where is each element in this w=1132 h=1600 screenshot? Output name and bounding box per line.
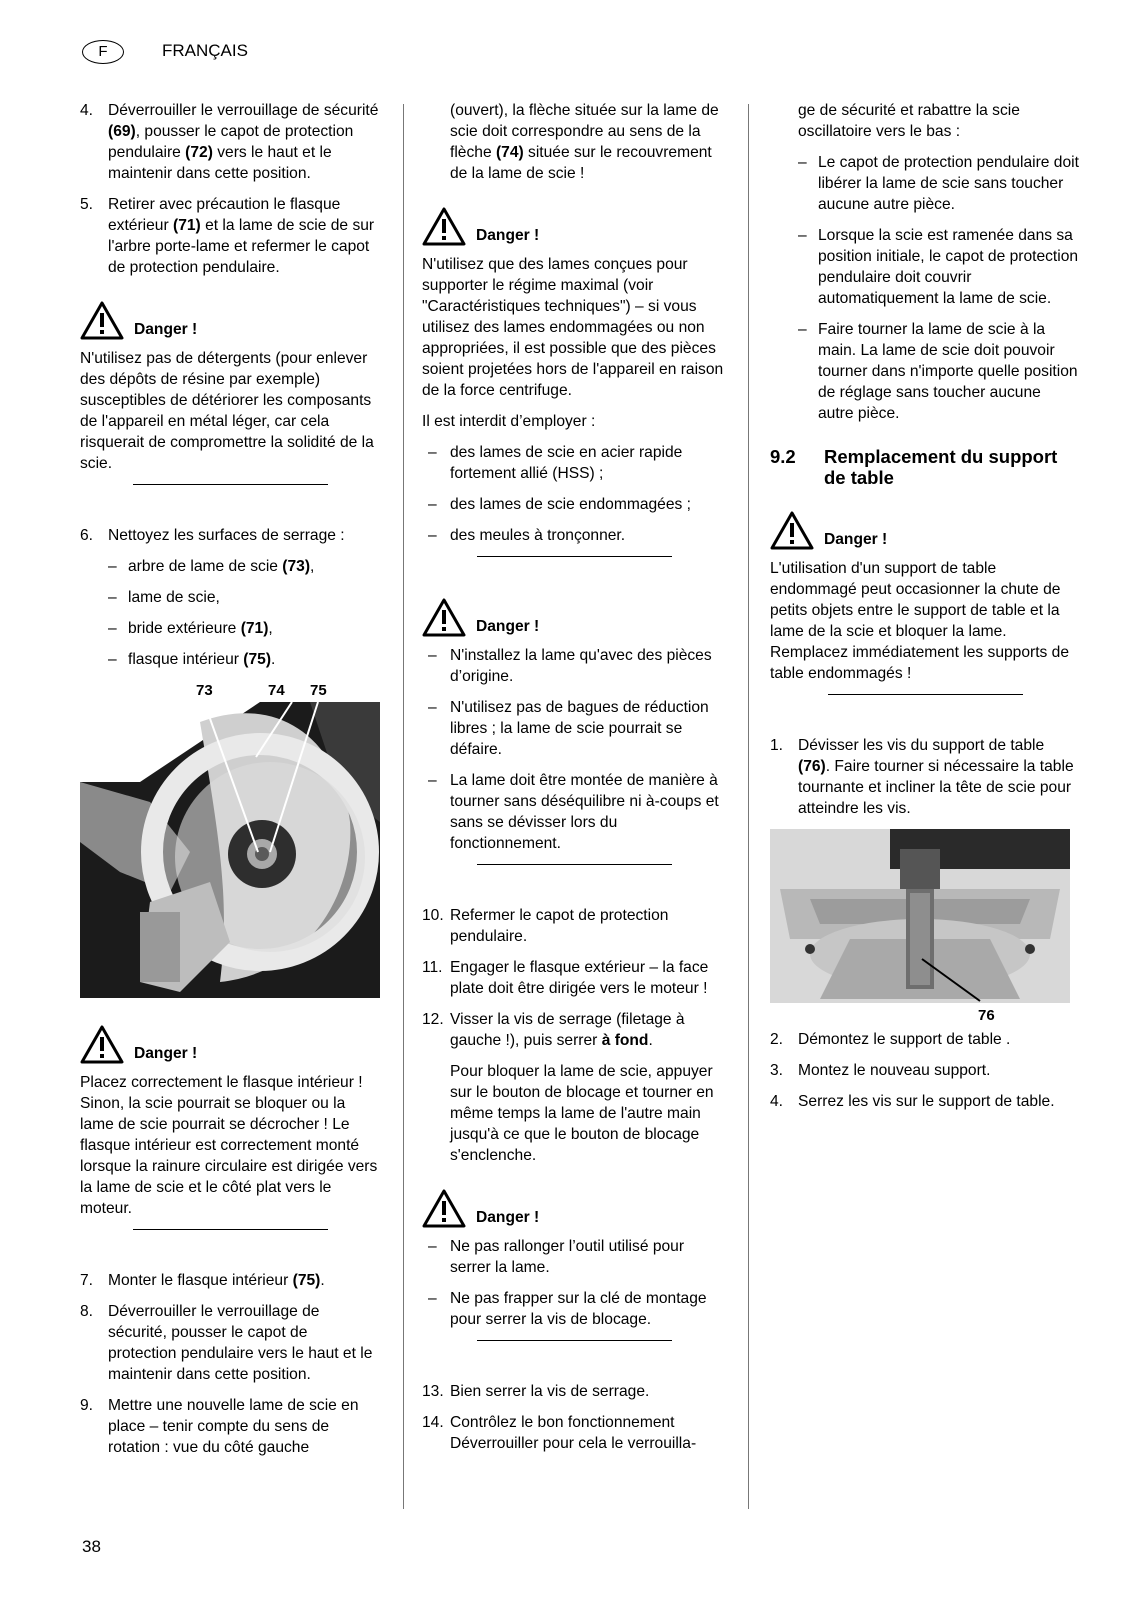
list-item: – flasque intérieur (75). xyxy=(108,651,276,668)
step-3: 3. Montez le nouveau support. xyxy=(770,1062,991,1079)
step-6: 6. Nettoyez les surfaces de serrage : xyxy=(80,527,345,544)
list-item: – La lame doit être montée de manière à tourner sans déséquilibre ni à-coups et sans se dévisser lors du fonctionnement. xyxy=(428,772,719,852)
separator-rule xyxy=(133,484,328,485)
step-14-continuation: ge de sécurité et rabattre la scie oscillatoire vers le bas : xyxy=(798,102,1020,140)
list-item: – Le capot de protection pendulaire doit libérer la lame de scie sans toucher aucune autre pièce. xyxy=(798,154,1079,213)
step-9-continuation: (ouvert), la flèche située sur la lame de scie doit correspondre au sens de la flèche (74) située sur le recouvrement de la lame de scie ! xyxy=(450,102,719,182)
saw-blade-photo xyxy=(80,702,380,998)
table-support-figure xyxy=(770,829,1080,1029)
danger-label: Danger ! xyxy=(476,227,540,244)
step-1: 1. Dévisser les vis du support de table (76). Faire tourner si nécessaire la table tournante et incliner la tête de scie pour atteindre les vis. xyxy=(770,737,1074,817)
warning-triangle-icon xyxy=(422,597,466,637)
column-divider xyxy=(748,104,749,1509)
list-item: – des lames de scie en acier rapide fortement allié (HSS) ; xyxy=(428,444,683,482)
column-divider xyxy=(403,104,404,1509)
column-2 xyxy=(422,100,727,1464)
figure-label: 75 xyxy=(310,682,327,699)
step-7: 7. Monter le flasque intérieur (75). xyxy=(80,1272,325,1289)
figure-label: 74 xyxy=(268,682,285,699)
separator-rule xyxy=(477,556,672,557)
list-item: – N'installez la lame qu'avec des pièces d’origine. xyxy=(428,647,712,685)
danger-label: Danger ! xyxy=(476,1209,540,1226)
separator-rule xyxy=(477,1340,672,1341)
step-10: 10. Refermer le capot de protection pendulaire. xyxy=(422,907,669,945)
list-item: – des meules à tronçonner. xyxy=(428,527,626,544)
danger-label: Danger ! xyxy=(824,531,888,548)
column-3 xyxy=(770,100,1080,1122)
list-item: – Ne pas rallonger l’outil utilisé pour serrer la lame. xyxy=(428,1238,685,1276)
step-8: 8. Déverrouiller le verrouillage de sécurité, pousser le capot de protection pendulaire vers le haut et le maintenir dans cette position. xyxy=(80,1303,373,1383)
step-2: 2. Démontez le support de table . xyxy=(770,1031,1011,1048)
list-item: – lame de scie, xyxy=(108,589,220,606)
danger-text: N'utilisez pas de détergents (pour enlever des dépôts de résine par exemple) susceptibles de détériorer les composants de l'appareil en métal léger, car cela risquerait de compromettre la solidité de la scie. xyxy=(80,350,374,472)
step-4: 4. Déverrouiller le verrouillage de sécurité (69), pousser le capot de protection pendulaire (72) vers le haut et le maintenir dans cette position. xyxy=(80,102,379,182)
forbidden-intro: Il est interdit d’employer : xyxy=(422,413,596,430)
table-support-photo xyxy=(770,829,1070,1003)
danger-label: Danger ! xyxy=(134,321,198,338)
danger-heading xyxy=(422,597,727,639)
figure-label: 73 xyxy=(196,682,213,699)
danger-heading xyxy=(422,1188,727,1230)
list-item: – Faire tourner la lame de scie à la main. La lame de scie doit pouvoir tourner dans n'importe quelle position de réglage sans toucher aucune autre pièce. xyxy=(798,321,1078,422)
page-number: 38 xyxy=(82,1537,101,1556)
danger-heading xyxy=(80,300,380,342)
column-1 xyxy=(80,100,380,1468)
danger-label: Danger ! xyxy=(476,618,540,635)
step-14: 14. Contrôlez le bon fonctionnement Déverrouiller pour cela le verrouilla- xyxy=(422,1414,697,1452)
list-item: – des lames de scie endommagées ; xyxy=(428,496,691,513)
step-9: 9. Mettre une nouvelle lame de scie en place – tenir compte du sens de rotation : vue du côté gauche xyxy=(80,1397,359,1456)
list-item: – Lorsque la scie est ramenée dans sa position initiale, le capot de protection pendulaire doit couvrir automatiquement la lame de scie. xyxy=(798,227,1079,307)
danger-heading xyxy=(770,510,1080,552)
figure-label: 76 xyxy=(978,1007,995,1024)
warning-triangle-icon xyxy=(80,300,124,340)
step-13: 13. Bien serrer la vis de serrage. xyxy=(422,1383,650,1400)
separator-rule xyxy=(828,694,1023,695)
danger-text: Placez correctement le flasque intérieur ! Sinon, la scie pourrait se bloquer ou la lame de scie pourrait se décrocher ! Le flasque intérieur est correctement monté lorsque la rainure circulaire est dirigée vers la lame de scie et le côté plat vers le moteur. xyxy=(80,1074,378,1217)
step-11: 11. Engager le flasque extérieur – la face plate doit être dirigée vers le moteur ! xyxy=(422,959,709,997)
list-item: – N'utilisez pas de bagues de réduction libres ; la lame de scie pourrait se défaire. xyxy=(428,699,709,758)
step-5: 5. Retirer avec précaution le flasque extérieur (71) et la lame de scie de sur l'arbre porte-lame et refermer le capot de protection pendulaire. xyxy=(80,196,375,276)
danger-label: Danger ! xyxy=(134,1045,198,1062)
danger-text: L'utilisation d'un support de table endommagé peut occasionner la chute de petits objets entre le support de table et la lame de la scie et bloquer la lame. Remplacez immédiatement les supports de table endommagés ! xyxy=(770,560,1070,682)
danger-heading xyxy=(80,1024,380,1066)
warning-triangle-icon xyxy=(422,1188,466,1228)
step-4: 4. Serrez les vis sur le support de table. xyxy=(770,1093,1055,1110)
list-item: – Ne pas frapper sur la clé de montage pour serrer la vis de blocage. xyxy=(428,1290,707,1328)
section-heading: 9.2 Remplacement du support de table xyxy=(770,446,1058,488)
warning-triangle-icon xyxy=(422,206,466,246)
separator-rule xyxy=(477,864,672,865)
list-item: – bride extérieure (71), xyxy=(108,620,273,637)
language-name: FRANÇAIS xyxy=(162,41,248,60)
list-item: – arbre de lame de scie (73), xyxy=(108,558,315,575)
danger-text: N'utilisez que des lames conçues pour supporter le régime maximal (voir "Caractéristiques techniques") – si vous utilisez des lames endommagées ou non appropriées, il est possible que des pièces soient projetées hors de l'appareil en raison de la force centrifuge. xyxy=(422,256,724,399)
warning-triangle-icon xyxy=(770,510,814,550)
step-12-continuation: Pour bloquer la lame de scie, appuyer sur le bouton de blocage et tourner en même temps la lame de l'autre main jusqu'à ce que le bouton de blocage s'enclenche. xyxy=(450,1063,714,1164)
danger-heading xyxy=(422,206,727,248)
saw-blade-figure xyxy=(80,680,380,1002)
separator-rule xyxy=(133,1229,328,1230)
warning-triangle-icon xyxy=(80,1024,124,1064)
language-code-badge: F xyxy=(82,40,124,64)
step-12: 12. Visser la vis de serrage (filetage à gauche !), puis serrer à fond. xyxy=(422,1011,685,1049)
